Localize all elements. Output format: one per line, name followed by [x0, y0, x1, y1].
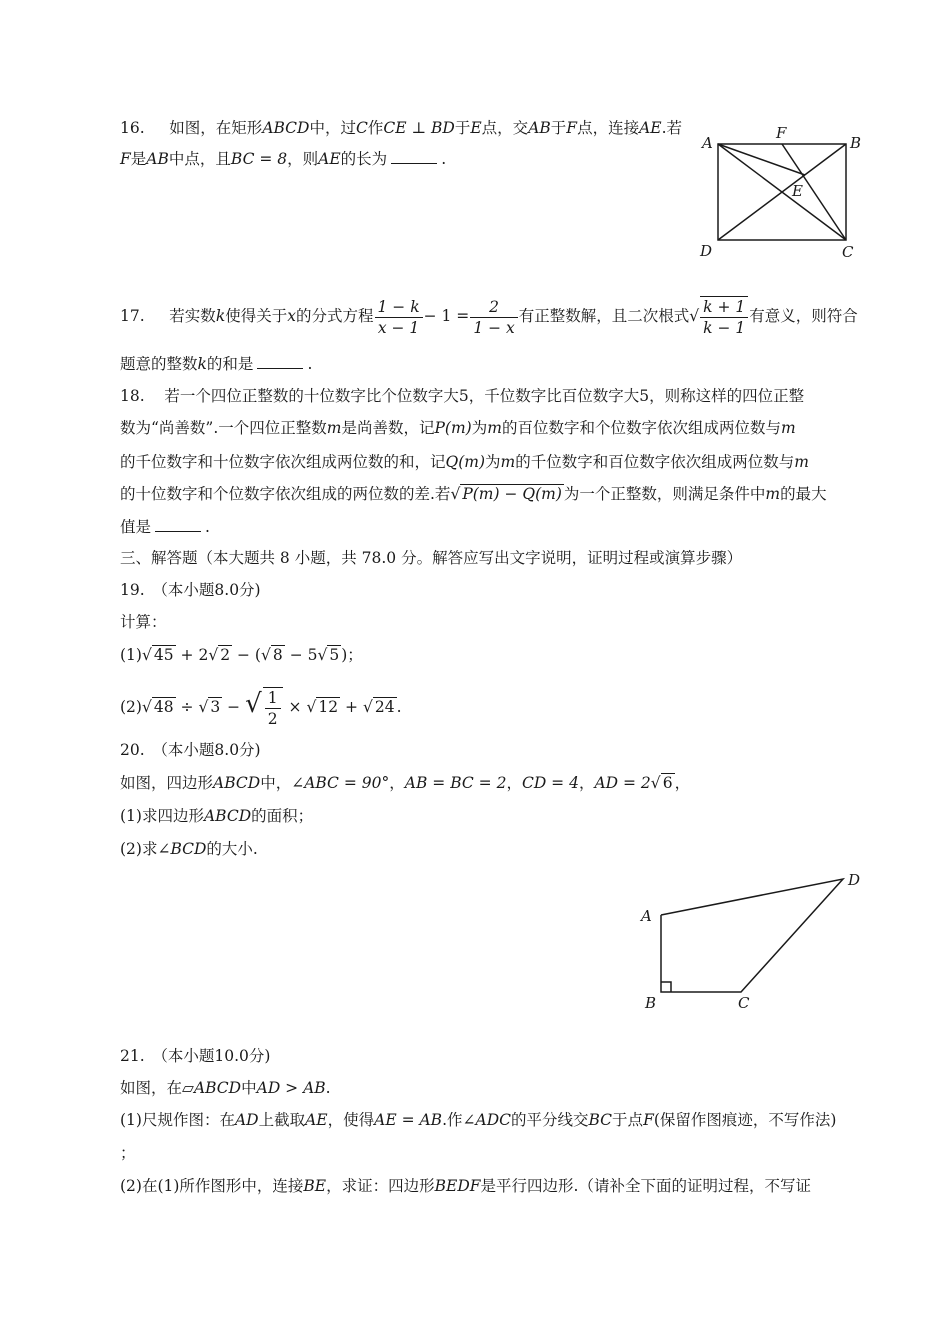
- quad-ABCD: [661, 879, 843, 992]
- radical-fraction: $\frac{k + 1}{k - 1}$: [700, 296, 748, 338]
- q20-header: 20. （本小题8.0分): [120, 741, 261, 759]
- label-D: D: [848, 871, 861, 889]
- q19-instruction: 计算：: [120, 613, 167, 631]
- answer-blank: [391, 149, 437, 164]
- fraction-2: $\frac{2}{1 - x}$: [470, 297, 517, 338]
- section-heading: 三、解答题（本大题共 8 小题，共 78.0 分。解答应写出文字说明，证明过程或演算步骤）: [120, 549, 743, 567]
- q18-line5: 值是 .: [120, 518, 210, 536]
- q16-line2: F是AB中点，且BC = 8，则AE的长为 .: [120, 150, 447, 168]
- q21-given: 如图，在▱ABCD中AD > AB.: [120, 1079, 331, 1097]
- label-F: F: [776, 124, 787, 142]
- q18-line1: 18. 若一个四位正整数的十位数字比个位数字大5，千位数字比百位数字大5，则称这样的四位正整: [120, 387, 805, 405]
- q19-header: 19. （本小题8.0分): [120, 581, 261, 599]
- q18-line3: 的千位数字和十位数字依次组成两位数的和，记Q(m)为m的千位数字和百位数字依次组成两位数与m: [120, 453, 809, 471]
- q17-line1: 17. 若实数k使得关于x的分式方程 $\frac{1 - k}{x - 1}$ − 1 = $\frac{2}{1 - x}$ 有正整数解，且二次根式√ $\frac{k + 1}{k - 1}$ 有意义，则符合: [120, 297, 858, 337]
- q17-line2: 题意的整数k的和是 .: [120, 355, 313, 373]
- q21-sub2: (2)在(1)所作图形中，连接BE，求证：四边形BEDF是平行四边形.（请补全下面的证明过程，不写证: [120, 1177, 811, 1195]
- label-B: B: [850, 134, 862, 152]
- label-A: A: [702, 134, 713, 152]
- q21-sub1: (1)尺规作图：在AD上截取AE，使得AE = AB.作∠ADC的平分线交BC于点F(保留作图痕迹，不写作法): [120, 1111, 837, 1129]
- q20-given: 如图，四边形ABCD中，∠ABC = 90°，AB = BC = 2，CD = 4，AD = 2√ 6 ，: [120, 774, 691, 792]
- q16-rectangle-figure: [690, 120, 875, 265]
- label-C: C: [738, 994, 750, 1012]
- q18-line4: 的十位数字和个位数字依次组成的两位数的差.若√ P(m) − Q(m) 为一个正整数，则满足条件中m的最大: [120, 485, 827, 503]
- q20-sub2: (2)求∠BCD的大小.: [120, 840, 258, 858]
- label-D: D: [700, 242, 713, 260]
- q19-part1: (1)√ 45 + 2√ 2 − (√ 8 − 5√ 5 )；: [120, 646, 363, 664]
- q18-line2: 数为“尚善数”.一个四位正整数m是尚善数，记P(m)为m的百位数字和个位数字依次组成两位数与m: [120, 419, 796, 437]
- label-A: A: [641, 907, 652, 925]
- right-angle-mark: [661, 982, 671, 992]
- fraction-half: $\frac{1}{2}$: [263, 687, 283, 729]
- q16-line1: 16. 如图，在矩形ABCD中，过C作CE ⊥ BD于E点，交AB于F点，连接AE.若: [120, 119, 683, 137]
- label-B: B: [645, 994, 657, 1012]
- q20-sub1: (1)求四边形ABCD的面积；: [120, 807, 314, 825]
- label-E: E: [792, 182, 803, 200]
- q19-part2: (2)√ 48 ÷ √ 3 − √ $\frac{1}{2}$ × √ 12 + √ 24 .: [120, 689, 402, 728]
- label-C: C: [842, 243, 854, 261]
- q20-quadrilateral-figure: [635, 865, 870, 1015]
- fraction-1: $\frac{1 - k}{x - 1}$: [375, 297, 423, 338]
- q21-header: 21. （本小题10.0分): [120, 1047, 271, 1065]
- q21-sub1-cont: ；: [120, 1144, 136, 1162]
